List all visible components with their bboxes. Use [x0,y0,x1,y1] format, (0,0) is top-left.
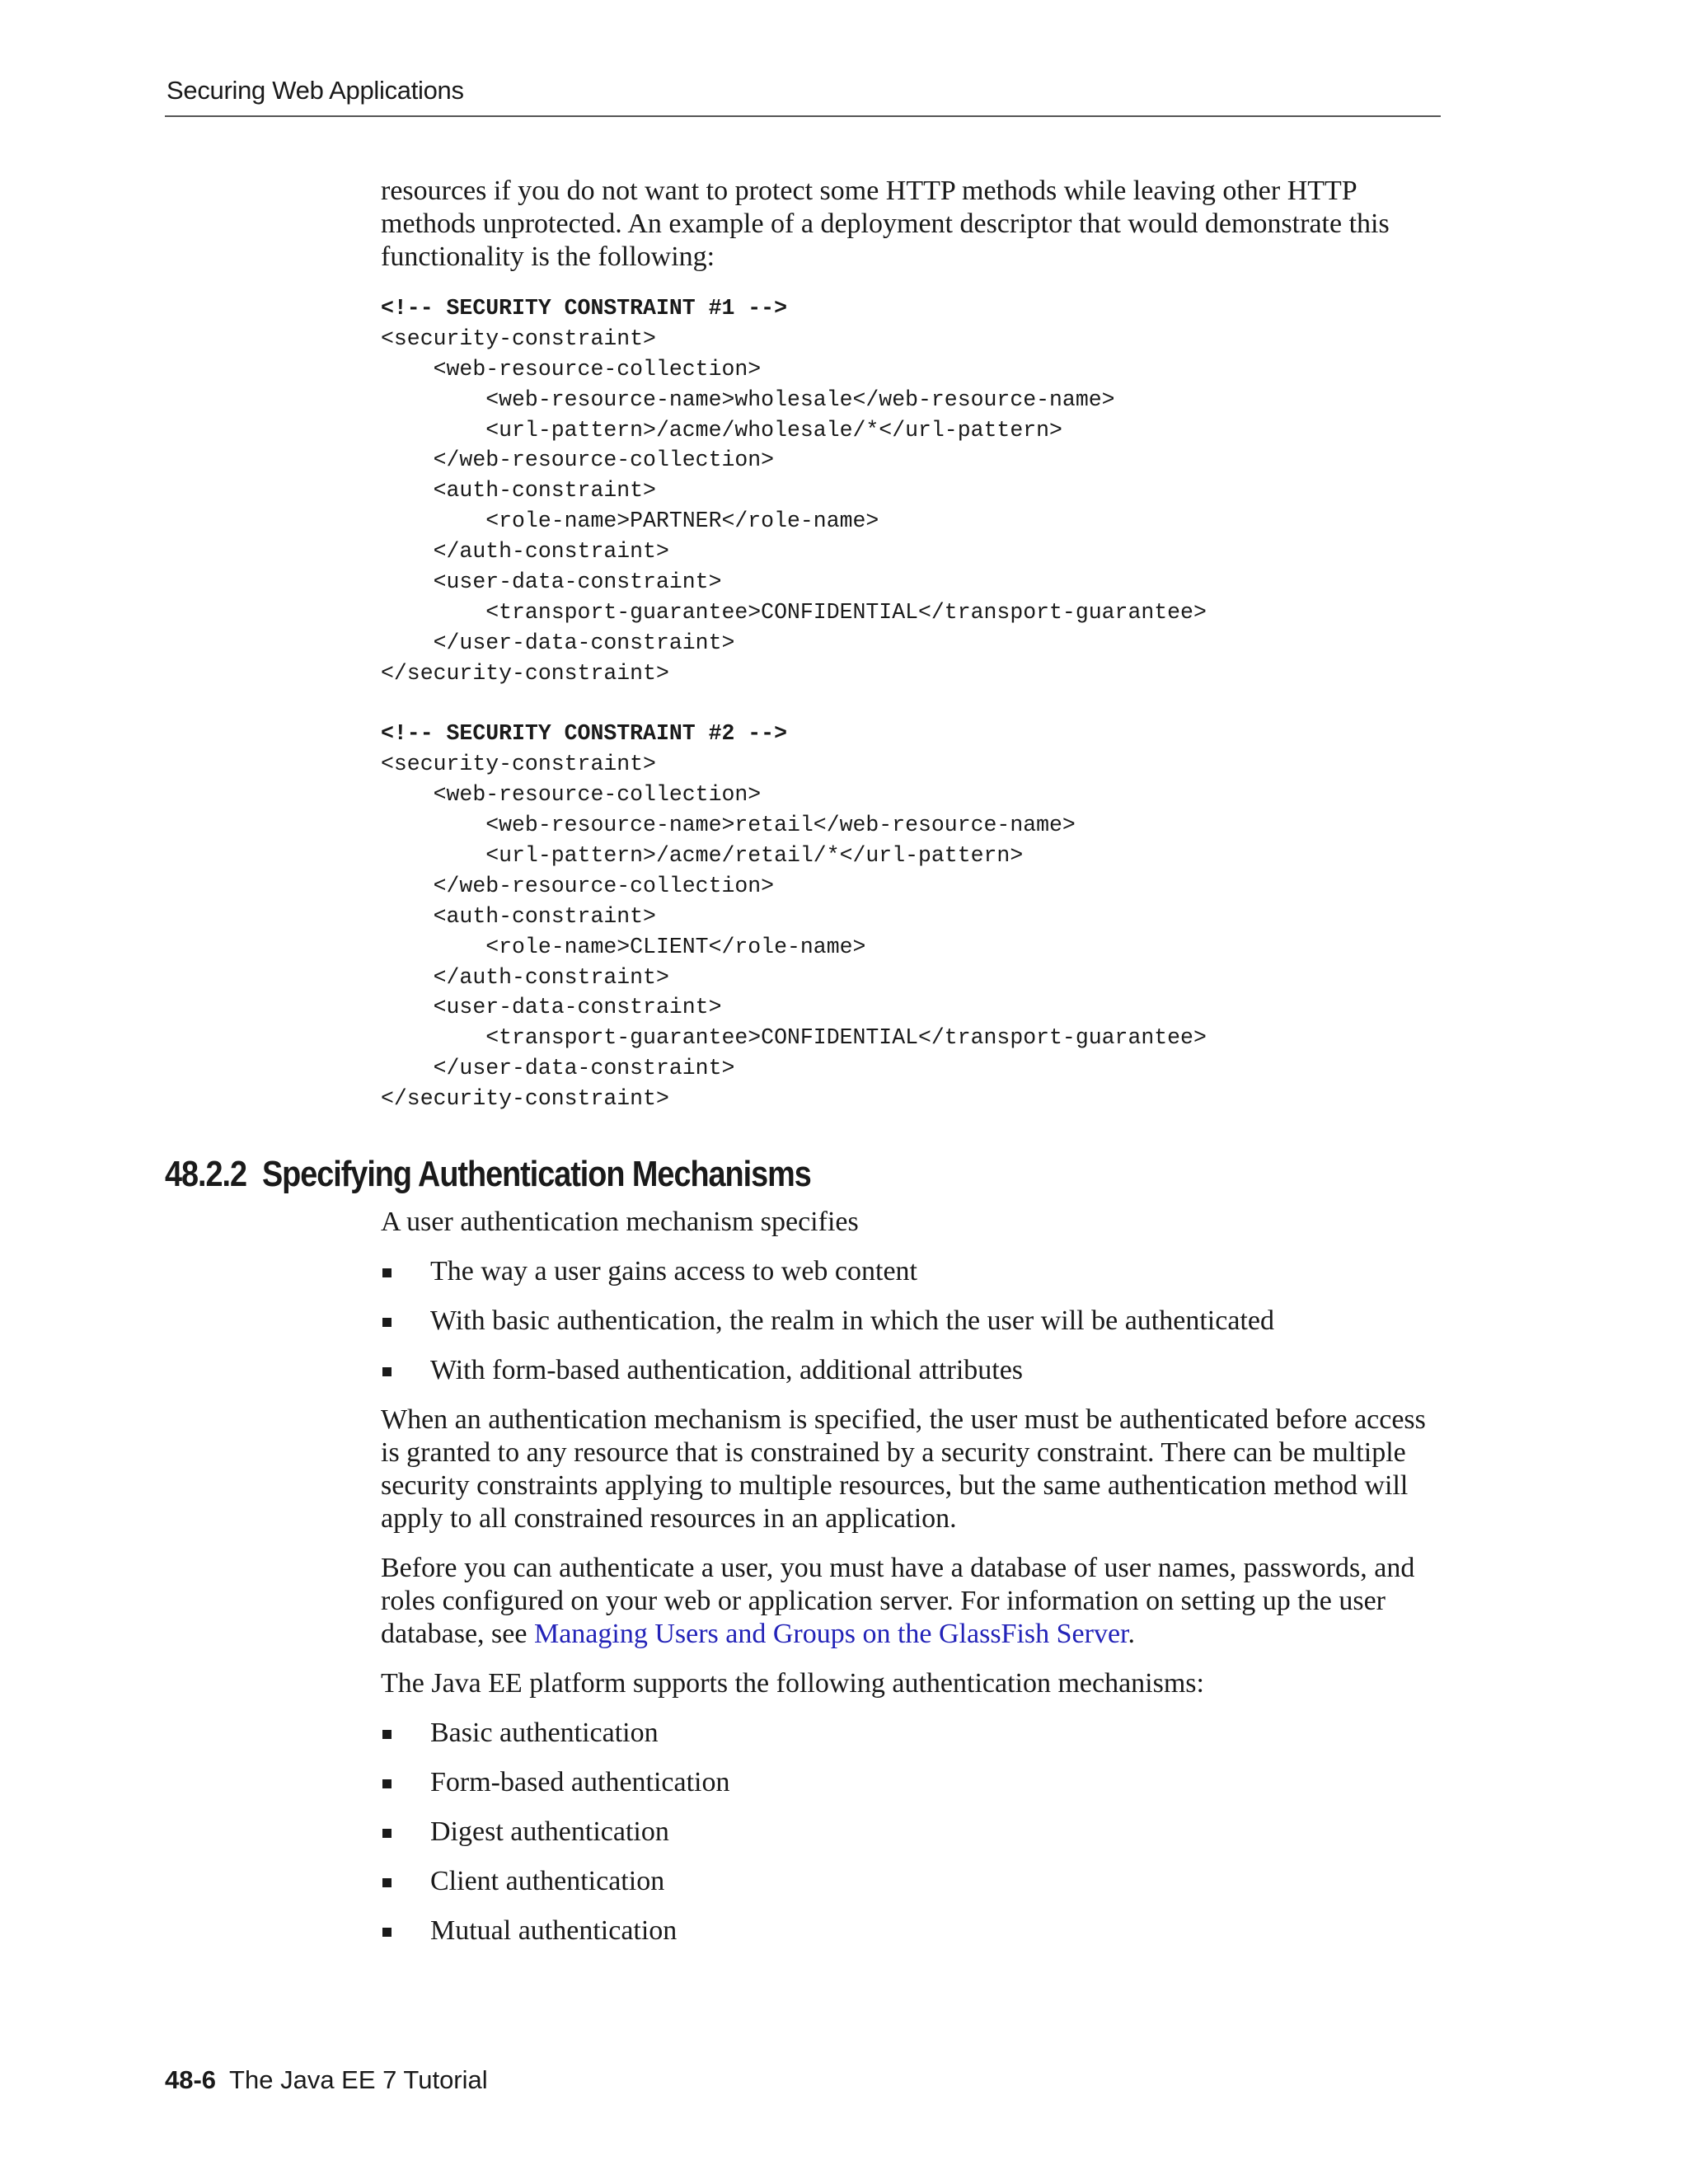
code-example [381,293,1207,1114]
code-line: <transport-guarantee>CONFIDENTIAL</transport-guarantee> [381,1025,1207,1051]
code-comment-line: <!-- SECURITY CONSTRAINT #2 --> [381,721,787,747]
bullet-icon [382,1878,392,1887]
list-item-text: Form-based authentication [430,1767,730,1797]
bullet-icon [382,1928,392,1937]
header-rule [165,115,1441,117]
running-header: Securing Web Applications [166,76,464,105]
code-line: <auth-constraint> [381,903,656,929]
list-item [381,1255,1444,1288]
platform-paragraph: The Java EE platform supports the following authentication mechanisms: [381,1668,1204,1699]
code-line: <auth-constraint> [381,478,656,504]
code-line: </web-resource-collection> [381,873,775,898]
bullet-icon [382,1829,392,1838]
list-item [381,1865,1444,1898]
code-line: </security-constraint> [381,660,669,686]
footer-page-number: 48-6 [165,2065,217,2094]
list-item [381,1816,1444,1849]
bullet-icon [382,1318,392,1327]
auth-paragraph: When an authentication mechanism is specified, the user must be authenticated before access is granted to any resource that is constrained by a security constraint. There can be multiple security constraints applying to multiple resources, but the same authentication method will apply to all constrained resources in an application. [381,1404,1426,1534]
database-text: Before you can authenticate a user, you must have a database of user names, passwords, and roles configured on your web or application server. For information on setting up the user database, see [381,1553,1415,1649]
list-item [381,1766,1444,1799]
section-number: 48.2.2 [165,1154,247,1194]
mechanism-list [381,1717,1444,1947]
list-item [381,1915,1444,1947]
section-title: Specifying Authentication Mechanisms [261,1154,811,1194]
footer-book-title: The Java EE 7 Tutorial [229,2065,488,2094]
list-item-text: The way a user gains access to web content [430,1256,917,1286]
code-line: <role-name>PARTNER</role-name> [381,509,879,534]
list-item [381,1354,1444,1387]
page-footer [165,2065,488,2095]
code-line: <security-constraint> [381,752,656,777]
code-line: <security-constraint> [381,326,656,351]
code-line: </security-constraint> [381,1086,669,1112]
code-line: <role-name>CLIENT</role-name> [381,934,866,959]
code-line: <web-resource-collection> [381,356,762,382]
code-line: <transport-guarantee>CONFIDENTIAL</transport-guarantee> [381,599,1207,625]
bullet-icon [382,1730,392,1739]
list-item-text: Digest authentication [430,1816,669,1847]
bullet-icon [382,1779,392,1788]
bullet-icon [382,1367,392,1376]
code-line: </user-data-constraint> [381,630,735,655]
code-comment-line: <!-- SECURITY CONSTRAINT #1 --> [381,296,787,321]
code-line: <web-resource-name>wholesale</web-resource-name> [381,387,1115,412]
list-item [381,1717,1444,1750]
list-item-text: With basic authentication, the realm in which the user will be authenticated [430,1305,1274,1336]
list-item-text: Mutual authentication [430,1915,678,1946]
list-item-text: Client authentication [430,1866,665,1896]
code-line: </web-resource-collection> [381,448,775,473]
section-body [381,1206,1444,1964]
section-heading [165,1154,811,1195]
list-item-text: With form-based authentication, additional attributes [430,1355,1024,1385]
code-line: <url-pattern>/acme/wholesale/*</url-pattern> [381,417,1062,443]
database-text-end: . [1128,1619,1135,1649]
code-line: </auth-constraint> [381,539,669,565]
code-line: </user-data-constraint> [381,1056,735,1081]
intro-paragraph: resources if you do not want to protect some HTTP methods while leaving other HTTP methods unprotected. An example of a deployment descriptor that would demonstrate this functionality is the following: [381,176,1390,272]
code-line [381,689,1207,719]
glassfish-users-link[interactable]: Managing Users and Groups on the GlassFish Server [533,1619,1128,1649]
code-line: <user-data-constraint> [381,995,722,1020]
section-lead: A user authentication mechanism specifies [381,1207,859,1237]
code-line: <user-data-constraint> [381,569,722,595]
code-line: <web-resource-name>retail</web-resource-name> [381,813,1076,838]
code-line: <url-pattern>/acme/retail/*</url-pattern> [381,843,1024,869]
code-line: </auth-constraint> [381,964,669,990]
code-line: <web-resource-collection> [381,782,762,808]
database-paragraph [381,1552,1444,1651]
spec-list [381,1255,1444,1387]
list-item [381,1305,1444,1338]
list-item-text: Basic authentication [430,1718,659,1748]
bullet-icon [382,1268,392,1277]
